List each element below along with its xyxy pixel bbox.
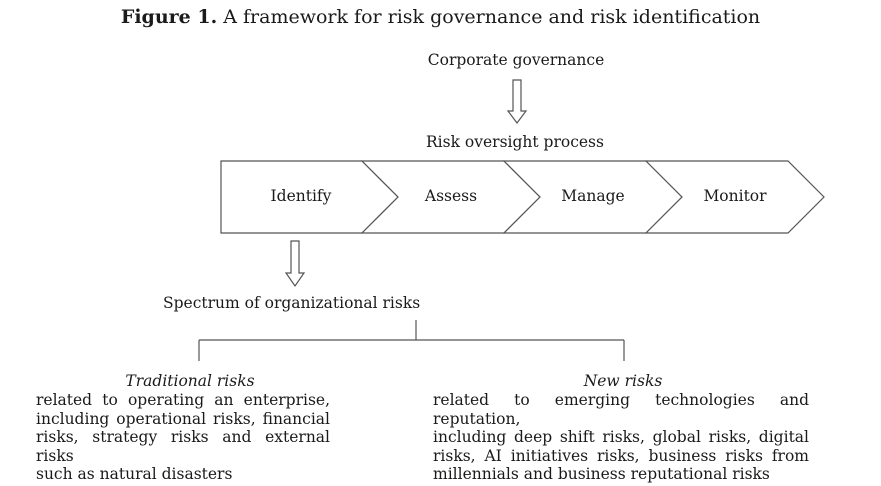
traditional-line: related to operating an enterprise, (36, 391, 330, 409)
spectrum-label: Spectrum of organizational risks (163, 294, 421, 312)
figure-label: Figure 1. (120, 6, 218, 28)
step-monitor-label: Monitor (703, 187, 767, 205)
traditional-line: such as natural disasters (36, 465, 233, 483)
traditional-risks-title: Traditional risks (125, 372, 255, 390)
risk-oversight-label: Risk oversight process (426, 133, 604, 151)
traditional-line: including operational risks, financial (36, 409, 330, 428)
step-identify-label: Identify (270, 187, 332, 205)
new-risks-description (433, 391, 809, 484)
down-arrow-identify (286, 241, 304, 286)
figure-caption: A framework for risk governance and risk identification (223, 6, 761, 28)
traditional-line: risks, strategy risks and external risks (36, 428, 330, 465)
new-line: millennials and business reputational risks (433, 465, 770, 483)
new-risks-title: New risks (583, 372, 663, 390)
step-assess-label: Assess (424, 187, 478, 205)
new-line: including deep shift risks, global risks, digital (433, 428, 809, 446)
traditional-risks-description (36, 391, 330, 484)
new-line: related to emerging technologies and reputation, (433, 391, 809, 428)
step-manage-label: Manage (561, 187, 625, 205)
new-line: risks, AI initiatives risks, business risks from (433, 446, 809, 465)
corporate-governance-label: Corporate governance (427, 51, 605, 69)
down-arrow-governance (508, 80, 526, 123)
